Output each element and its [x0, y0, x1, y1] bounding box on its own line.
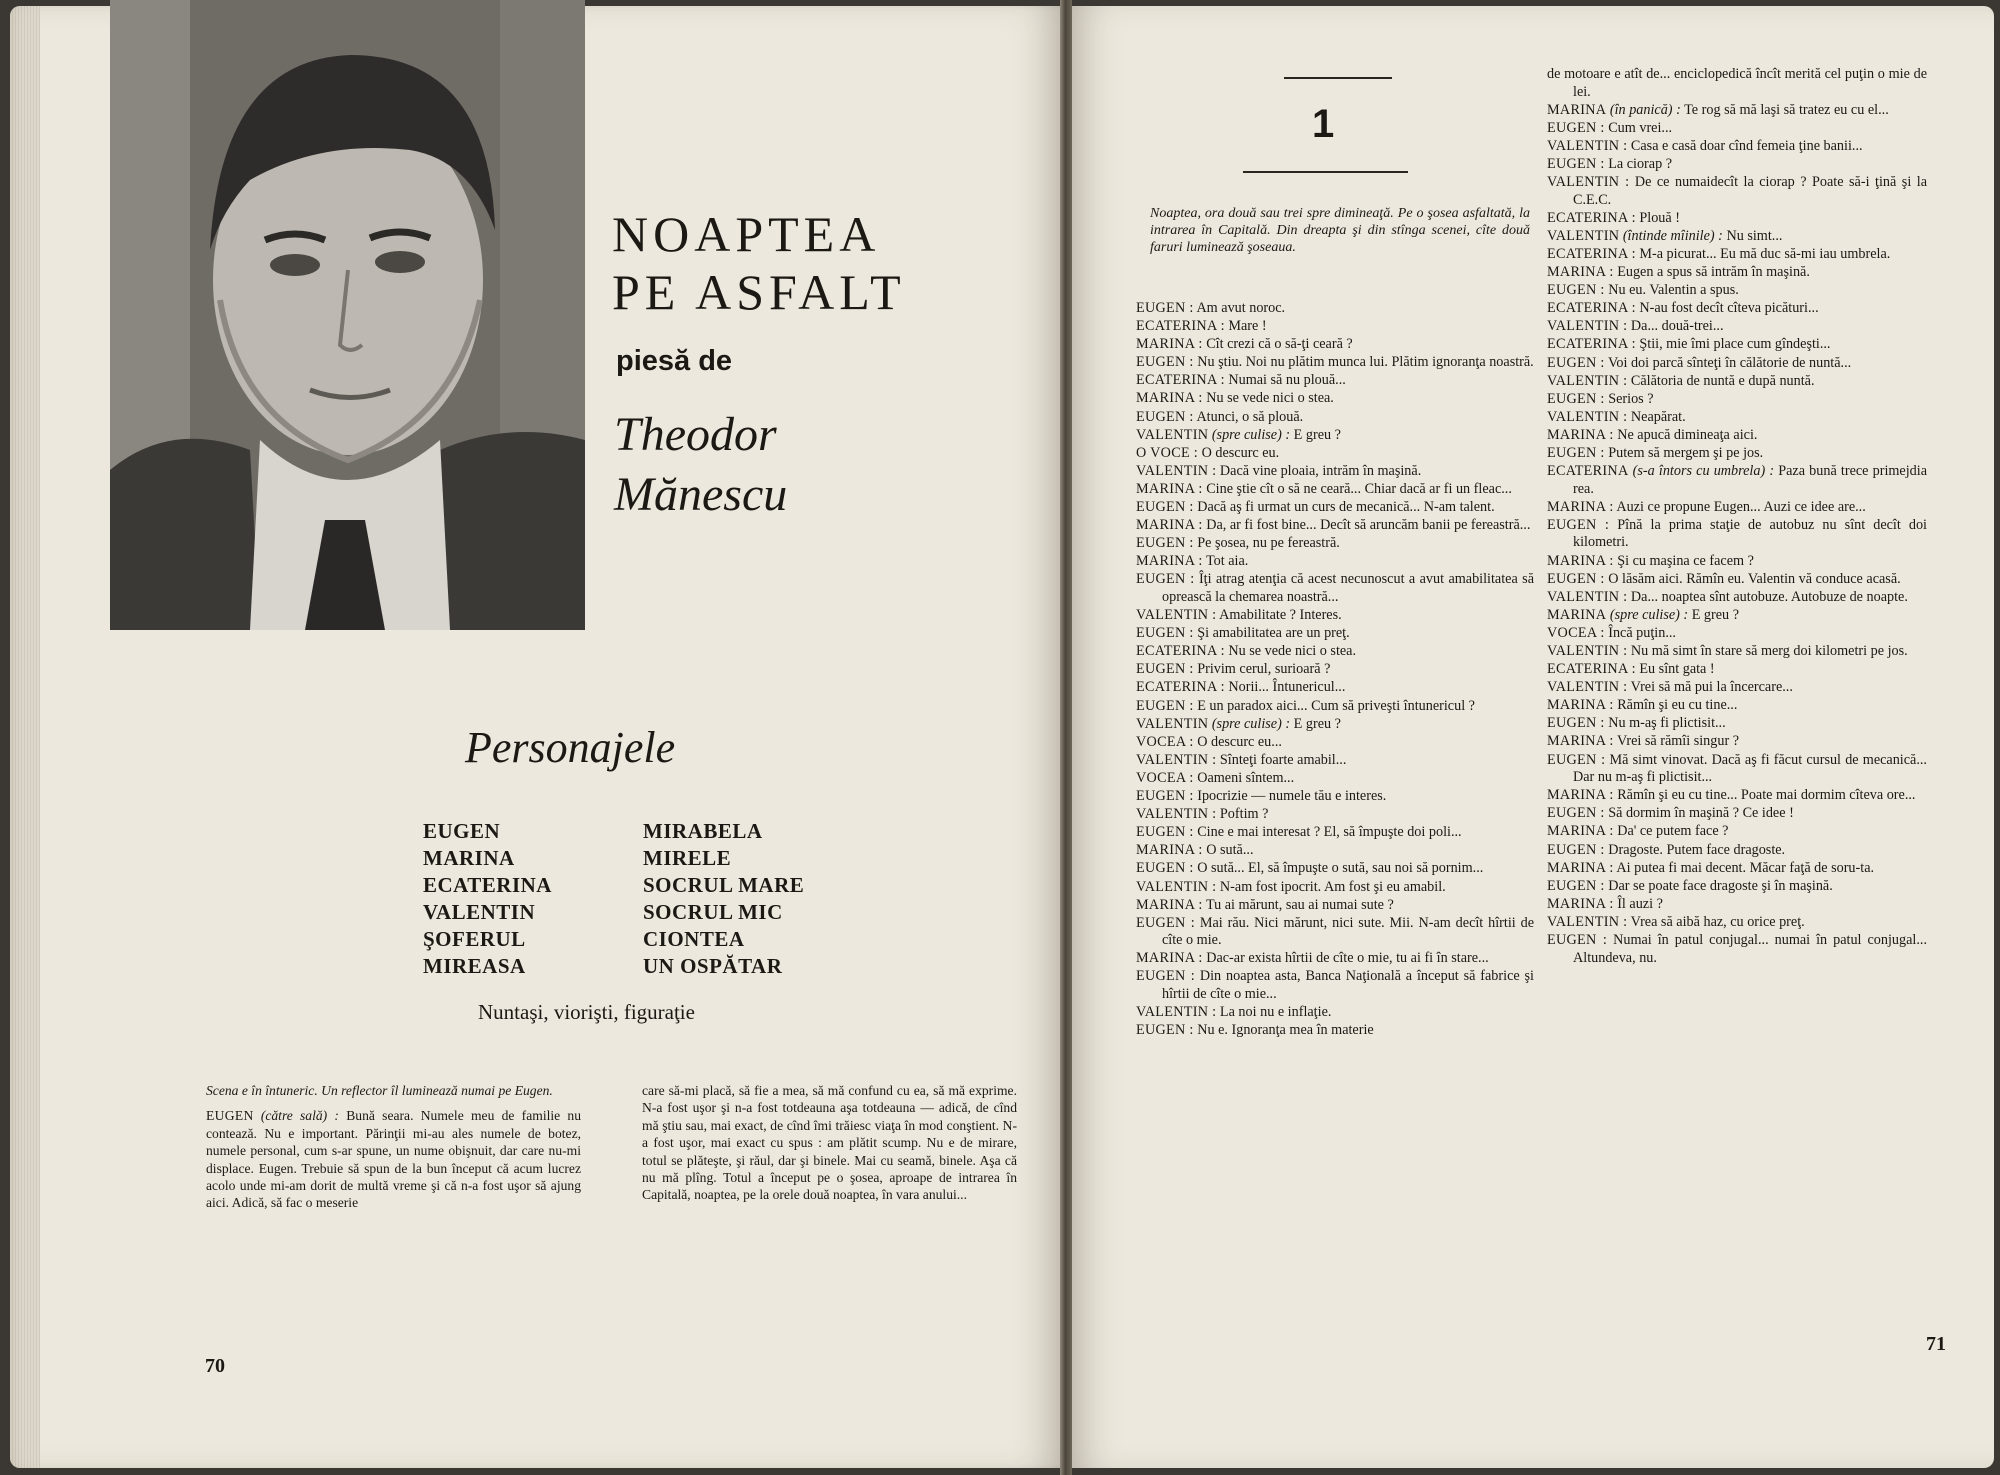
speech-text: De ce numaidecît la ciorap ? Poate să-i ţină şi la C.E.C. — [1573, 174, 1928, 208]
dialogue-line — [1547, 733, 1927, 751]
speaker-name: VALENTIN — [1136, 426, 1209, 443]
dialogue-line — [1547, 228, 1927, 246]
speaker-name: EUGEN : — [1136, 1022, 1194, 1039]
dialogue-line — [1136, 517, 1534, 535]
speech-text: Da, ar fi fost bine... Decît să aruncăm banii pe fereastră... — [1206, 517, 1531, 534]
dialogue-line — [1547, 300, 1927, 318]
speaker-name: EUGEN : — [1547, 354, 1605, 371]
dialogue-line — [1136, 770, 1534, 788]
dialogue-line — [1136, 535, 1534, 553]
dialogue-line — [1136, 806, 1534, 824]
speech-text: Nu e. Ignoranţa mea în materie — [1197, 1022, 1374, 1039]
scene-column-right — [642, 1082, 1017, 1212]
stage-direction: (spre culise) : — [1609, 606, 1689, 623]
dialogue-line — [1136, 372, 1534, 390]
speaker-name: VALENTIN : — [1547, 643, 1628, 659]
dialogue-line — [1547, 697, 1927, 715]
speaker-name: EUGEN : — [1547, 444, 1605, 461]
act-stage-intro: Noaptea, ora două sau trei spre dimineaţă. Pe o şosea asfaltată, la intrarea în Capitală. Din dreapta şi din stînga scenei, cîte două faruri luminează şoseaua. — [1150, 206, 1530, 255]
speaker-name: ECATERINA : — [1136, 372, 1225, 389]
speech-text: Cine e mai interesat ? El, să împuşte doi poli... — [1197, 824, 1462, 841]
monologue-continuation: care să-mi placă, să fie a mea, să mă confund cu ea, să mă exprime. N-a fost uşor şi n-a fost totdeauna aşa totdeauna — adică, de cînd mă ştiu sau, mai exact, de cînd îmi trăiesc viaţa în mod conştient. N-a fost uşor, mai exact cu spus : am plătit scump. Nu e de mirare, totul se plăteşte, şi răul, dar şi binele. Mai cu seamă, binele. Aşa că nu mă plîng. Totul a început pe o şosea, aproape de intrarea în Capitală, noaptea, pe la orele două noaptea, în vara anului... — [642, 1083, 1017, 1203]
speech-text: Neapărat. — [1630, 408, 1686, 425]
speaker-name: EUGEN : — [1547, 155, 1605, 172]
speaker-name: VALENTIN : — [1136, 1004, 1217, 1021]
book-gutter — [1060, 0, 1072, 1475]
dialogue-line — [1136, 300, 1534, 318]
dialogue-line — [1136, 318, 1534, 336]
speaker-name: MARINA : — [1547, 552, 1614, 569]
dialogue-line — [1547, 553, 1927, 571]
speech-text: Dragoste. Putem face dragoste. — [1608, 841, 1786, 858]
dialogue-line — [1547, 571, 1927, 589]
speaker-name: ECATERINA : — [1547, 661, 1636, 678]
speaker-name: VALENTIN — [1136, 715, 1209, 732]
speech-text: de motoare e atît de... enciclopedică încît merită cel puţin o mie de lei. — [1547, 66, 1927, 100]
speech-text: Numai în patul conjugal... numai în patul conjugal... Altundeva, nu. — [1573, 932, 1927, 966]
speaker-name: EUGEN : — [1547, 119, 1605, 136]
cast-item: MARINA — [423, 846, 515, 870]
dialogue-line — [1136, 1004, 1534, 1022]
speech-text: Nu m-aş fi plictisit... — [1608, 715, 1726, 732]
speech-text: Vrei să mă pui la încercare... — [1630, 679, 1793, 696]
speech-text: Poftim ? — [1219, 806, 1269, 823]
speech-text: N-au fost decît cîteva picături... — [1639, 300, 1819, 317]
dialogue-line — [1547, 607, 1927, 625]
speaker-name: VOCEA : — [1136, 733, 1194, 750]
page-number-right: 71 — [1926, 1333, 1946, 1355]
dialogue-line — [1136, 427, 1534, 445]
speaker-name: EUGEN : — [1136, 408, 1194, 425]
cast-item: ECATERINA — [423, 873, 552, 897]
speech-text: Pînă la prima staţie de autobuz nu sînt decît doi kilometri. — [1573, 516, 1927, 551]
speech-text: Şi cu maşina ce facem ? — [1617, 552, 1754, 569]
stage-direction: (către sală) : — [260, 1108, 339, 1124]
dialogue-line — [1547, 246, 1927, 264]
play-title — [612, 205, 906, 321]
dialogue-line — [1136, 625, 1534, 643]
speaker-name: VALENTIN : — [1136, 462, 1217, 479]
cast-list-left — [423, 818, 552, 980]
dialogue-line — [1136, 716, 1534, 734]
speaker-name: MARINA : — [1547, 264, 1614, 281]
cast-item: VALENTIN — [423, 900, 536, 924]
speech-text: Tu ai mărunt, sau ai numai sute ? — [1205, 896, 1394, 913]
speaker-name: MARINA : — [1136, 390, 1203, 407]
speaker-name: MARINA : — [1547, 895, 1614, 912]
speech-text: La ciorap ? — [1608, 155, 1673, 172]
speech-text: E greu ? — [1691, 606, 1739, 623]
dialogue-line — [1136, 499, 1534, 517]
cast-item: EUGEN — [423, 819, 501, 843]
dialogue-line — [1547, 823, 1927, 841]
speaker-name: MARINA : — [1547, 498, 1614, 515]
speech-text: O descurc eu... — [1197, 733, 1282, 750]
dialogue-line — [1547, 463, 1927, 498]
stage-direction: (spre culise) : — [1211, 715, 1291, 732]
author-portrait-photo — [110, 0, 585, 630]
dialogue-line — [1547, 679, 1927, 697]
dialogue-line — [1547, 156, 1927, 174]
speaker-name: EUGEN : — [1136, 300, 1194, 316]
dialogue-line — [1547, 427, 1927, 445]
speech-text: Nu se vede nici o stea. — [1206, 390, 1334, 407]
speech-text: Plouă ! — [1639, 209, 1680, 226]
speech-text: Serios ? — [1608, 390, 1654, 407]
speaker-name: MARINA : — [1547, 733, 1614, 750]
speech-text: Să dormim în maşină ? Ce idee ! — [1608, 805, 1794, 822]
act-rule-bottom — [1243, 171, 1408, 173]
dialogue-line — [1547, 625, 1927, 643]
speaker-name: ECATERINA : — [1547, 209, 1636, 226]
stage-direction: (spre culise) : — [1211, 426, 1291, 443]
speech-text: Da' ce putem face ? — [1617, 823, 1729, 840]
dialogue-line — [1136, 698, 1534, 716]
cast-item: MIRABELA — [643, 819, 763, 843]
dialogue-line — [1547, 914, 1927, 932]
speaker-name: VALENTIN : — [1547, 679, 1628, 696]
dialogue-column-1 — [1136, 300, 1534, 1040]
cast-item: UN OSPĂTAR — [643, 954, 783, 978]
speaker-name: MARINA : — [1136, 950, 1203, 967]
speaker-name: ECATERINA : — [1547, 245, 1636, 262]
speaker-name: VALENTIN : — [1547, 137, 1628, 154]
speaker-name: ECATERINA — [1547, 463, 1629, 480]
dialogue-line — [1547, 860, 1927, 878]
speaker-name: VALENTIN : — [1547, 318, 1628, 335]
dialogue-line — [1547, 391, 1927, 409]
speaker-name: MARINA : — [1136, 336, 1203, 353]
scene-column-left — [206, 1082, 581, 1220]
dialogue-line — [1547, 661, 1927, 679]
speaker-name: MARINA : — [1136, 517, 1203, 534]
speaker-name: EUGEN : — [1136, 571, 1195, 588]
dialogue-line — [1136, 661, 1534, 679]
dialogue-line — [1547, 138, 1927, 156]
speech-text: O sută... El, să împuşte o sută, sau noi să pornim... — [1197, 860, 1484, 877]
dialogue-line — [1547, 282, 1927, 300]
page-edges — [10, 6, 40, 1468]
speaker-name: MARINA : — [1547, 859, 1614, 876]
dialogue-line — [1547, 842, 1927, 860]
speaker-name: O VOCE : — [1136, 444, 1199, 461]
speaker-name: EUGEN : — [1136, 824, 1194, 841]
dialogue-line — [1136, 481, 1534, 499]
cast-item: SOCRUL MIC — [643, 900, 783, 924]
speech-text: O lăsăm aici. Rămîn eu. Valentin vă conduce acasă. — [1608, 570, 1901, 587]
speech-text: Încă puţin... — [1608, 624, 1676, 641]
dialogue-line — [1136, 643, 1534, 661]
speaker-name: VALENTIN : — [1547, 913, 1628, 930]
speaker-name: ECATERINA : — [1136, 318, 1225, 335]
speech-text: O descurc eu. — [1201, 444, 1280, 461]
speech-text: Casa e casă doar cînd femeia ţine banii... — [1630, 137, 1863, 154]
speaker-name: EUGEN : — [1547, 841, 1605, 858]
dialogue-column-2 — [1547, 66, 1927, 968]
dialogue-line — [1136, 734, 1534, 752]
speech-text: Atunci, o să plouă. — [1196, 408, 1304, 425]
speaker-name: EUGEN : — [1136, 354, 1194, 371]
speech-text: Te rog să mă laşi să tratez eu cu el... — [1684, 101, 1889, 118]
speech-text: Călătoria de nuntă e după nuntă. — [1630, 372, 1815, 389]
speaker-name: EUGEN : — [1136, 788, 1194, 805]
speaker-name: EUGEN : — [1547, 805, 1605, 822]
speaker-name: VALENTIN : — [1136, 607, 1217, 624]
speech-text: Cum vrei... — [1608, 119, 1673, 136]
speech-text: Nu eu. Valentin a spus. — [1608, 282, 1739, 299]
dialogue-line — [1547, 102, 1927, 120]
speaker-name: EUGEN : — [1547, 390, 1605, 407]
speaker-name: VOCEA : — [1547, 624, 1605, 641]
stage-direction: (s-a întors cu umbrela) : — [1632, 463, 1775, 480]
speaker-name: VALENTIN : — [1547, 372, 1628, 389]
speech-text: Privim cerul, surioară ? — [1197, 661, 1331, 678]
speech-text: La noi nu e inflaţie. — [1219, 1004, 1332, 1021]
dialogue-line — [1547, 805, 1927, 823]
speech-text: Am avut noroc. — [1196, 300, 1286, 316]
speech-text: Rămîn şi eu cu tine... Poate mai dormim cîteva ore... — [1617, 787, 1916, 804]
portrait-drawing — [110, 0, 585, 630]
cast-item: SOCRUL MARE — [643, 873, 805, 897]
speaker-name: EUGEN : — [1136, 697, 1194, 714]
speech-text: Oameni sîntem... — [1197, 769, 1295, 786]
speech-text: Da... două-trei... — [1630, 318, 1724, 335]
dialogue-line — [1136, 445, 1534, 463]
speaker-name: VALENTIN : — [1547, 588, 1628, 605]
cast-item: MIREASA — [423, 954, 526, 978]
dialogue-line — [1136, 879, 1534, 897]
dialogue-line — [1547, 336, 1927, 354]
dialogue-line — [1136, 607, 1534, 625]
dialogue-line — [1136, 824, 1534, 842]
speaker-name: VALENTIN : — [1547, 408, 1628, 425]
dialogue-line — [1547, 409, 1927, 427]
dialogue-line — [1136, 860, 1534, 878]
dialogue-line — [1547, 589, 1927, 607]
speech-text: Ştii, mie îmi place cum gîndeşti... — [1639, 336, 1831, 353]
act-number: 1 — [1312, 102, 1335, 146]
speech-text: Dacă vine ploaia, intrăm în maşină. — [1219, 462, 1422, 479]
cast-extras: Nuntaşi, viorişti, figuraţie — [478, 1000, 695, 1024]
dialogue-line — [1547, 787, 1927, 805]
speech-text: Voi doi parcă sînteţi în călătorie de nuntă... — [1607, 354, 1852, 371]
speech-text: Dac-ar exista hîrtii de cîte o mie, tu ai fi în stare... — [1206, 950, 1489, 967]
scene-intro: Scena e în întuneric. Un reflector îl luminează numai pe Eugen. — [206, 1083, 553, 1098]
speaker-name: EUGEN : — [1547, 932, 1608, 948]
author-first-name: Theodor — [614, 408, 777, 461]
speaker-name: VALENTIN : — [1136, 751, 1217, 768]
dialogue-line — [1547, 318, 1927, 336]
dialogue-line — [1136, 968, 1534, 1003]
dialogue-line — [1136, 752, 1534, 770]
speech-text: Din noaptea asta, Banca Naţională a început să fabrice şi hîrtii de cîte o mie... — [1162, 968, 1534, 1003]
speech-text: Amabilitate ? Interes. — [1219, 607, 1342, 624]
speech-text: Mai rău. Nici mărunt, nici sute. Mii. N-am decît hîrtii de cîte o mie. — [1162, 914, 1534, 949]
speaker-name: MARINA : — [1547, 697, 1614, 714]
dialogue-line — [1547, 355, 1927, 373]
play-subtitle: piesă de — [616, 345, 733, 377]
speaker-name: EUGEN : — [1547, 877, 1605, 894]
speaker-name: MARINA — [1547, 101, 1607, 118]
stage-direction: (în panică) : — [1609, 101, 1681, 118]
play-title-line-1: NOAPTEA — [612, 206, 881, 262]
speech-text: Nu ştiu. Noi nu plătim munca lui. Plătim ignoranţa noastră. — [1197, 354, 1534, 371]
dialogue-line — [1136, 463, 1534, 481]
eugen-monologue — [206, 1107, 581, 1211]
speaker-name: EUGEN : — [1547, 715, 1605, 732]
speech-text: Îl auzi ? — [1617, 895, 1663, 912]
speaker-name: MARINA : — [1547, 787, 1614, 804]
speaker-name: VALENTIN : — [1547, 174, 1630, 191]
speech-text: Pe şosea, nu pe fereastră. — [1197, 535, 1340, 552]
dialogue-line — [1136, 950, 1534, 968]
speaker-name: ECATERINA : — [1547, 300, 1636, 317]
speaker-name: MARINA : — [1136, 842, 1203, 859]
act-rule-top — [1284, 77, 1392, 79]
speech-text: Îţi atrag atenţia că acest necunoscut a avut amabilitatea să oprească la chemarea noastră... — [1162, 571, 1534, 605]
speech-text: Cine ştie cît o să ne ceară... Chiar dacă ar fi un fleac... — [1206, 480, 1512, 497]
speech-text: Auzi ce propune Eugen... Auzi ce idee are... — [1616, 498, 1866, 515]
speech-text: Mă simt vinovat. Dacă aş fi făcut cursul de mecanică... Dar nu m-aş fi plictisit... — [1573, 751, 1927, 786]
dialogue-line — [1136, 553, 1534, 571]
dialogue-line — [1547, 66, 1927, 101]
speaker-name: EUGEN : — [1136, 860, 1194, 877]
speaker-name: EUGEN : — [1136, 535, 1194, 552]
speaker-name: MARINA : — [1136, 896, 1203, 913]
cast-list-right — [643, 818, 804, 980]
speech-text: Ipocrizie — numele tău e interes. — [1197, 788, 1387, 805]
speech-text: Eugen a spus să intrăm în maşină. — [1617, 264, 1810, 281]
speaker-name: ECATERINA : — [1547, 336, 1636, 353]
speech-text: Eu sînt gata ! — [1639, 661, 1715, 678]
speaker-name: EUGEN — [206, 1108, 254, 1124]
speech-text: M-a picurat... Eu mă duc să-mi iau umbrela. — [1639, 245, 1891, 262]
speaker-name: EUGEN : — [1136, 914, 1195, 931]
speaker-name: EUGEN : — [1136, 968, 1195, 985]
speaker-name: EUGEN : — [1136, 625, 1194, 642]
speech-text: Şi amabilitatea are un preţ. — [1197, 625, 1350, 642]
speaker-name: MARINA : — [1547, 823, 1614, 840]
speaker-name: MARINA : — [1136, 480, 1203, 497]
speech-text: Dacă aş fi urmat un curs de mecanică... N-am talent. — [1197, 499, 1495, 516]
speaker-name: ECATERINA : — [1136, 643, 1225, 660]
page-number-left: 70 — [205, 1355, 225, 1377]
speech-text: Nu simt... — [1726, 227, 1783, 244]
speech-text: Sînteţi foarte amabil... — [1219, 751, 1347, 768]
speech-text: E greu ? — [1293, 715, 1341, 732]
dialogue-line — [1136, 409, 1534, 427]
dialogue-line — [1136, 842, 1534, 860]
speech-text: Norii... Întunericul... — [1228, 679, 1346, 696]
speaker-name: EUGEN : — [1547, 516, 1610, 533]
dialogue-line — [1136, 788, 1534, 806]
dialogue-line — [1547, 752, 1927, 787]
dialogue-line — [1136, 915, 1534, 950]
dialogue-line — [1547, 643, 1927, 661]
dialogue-line — [1136, 390, 1534, 408]
characters-heading: Personajele — [465, 723, 676, 772]
dialogue-line — [1547, 174, 1927, 209]
speaker-name: MARINA : — [1547, 426, 1614, 443]
author-last-name: Mănescu — [614, 468, 788, 521]
dialogue-line — [1136, 354, 1534, 372]
speech-text: Cît crezi că o să-ţi ceară ? — [1206, 336, 1353, 353]
speaker-name: ECATERINA : — [1136, 679, 1225, 696]
speech-text: Nu se vede nici o stea. — [1228, 643, 1357, 660]
speech-text: Rămîn şi eu cu tine... — [1617, 697, 1738, 714]
speech-text: Numai să nu plouă... — [1228, 372, 1346, 389]
dialogue-line — [1136, 1022, 1534, 1040]
speech-text: Nu mă simt în stare să merg doi kilometri pe jos. — [1630, 643, 1908, 659]
speech-text: Ai putea fi mai decent. Măcar faţă de soru-ta. — [1616, 859, 1875, 876]
dialogue-line — [1136, 897, 1534, 915]
speaker-name: VALENTIN — [1547, 227, 1620, 244]
speech-text: Tot aia. — [1205, 553, 1249, 570]
cast-item: ŞOFERUL — [423, 927, 526, 951]
speech-text: Paza bună trece primejdia rea. — [1573, 463, 1927, 497]
dialogue-line — [1547, 210, 1927, 228]
speaker-name: MARINA : — [1136, 553, 1203, 570]
speech-text: E greu ? — [1293, 426, 1341, 443]
speaker-name: EUGEN : — [1136, 661, 1194, 678]
speaker-name: VOCEA : — [1136, 769, 1194, 786]
speech-text: Mare ! — [1228, 318, 1267, 335]
cast-item: MIRELE — [643, 846, 732, 870]
speech-text: Bună seara. Numele meu de familie nu contează. Nu e important. Părinţii mi-au ales numele de botez, numele personal, cum s-ar spune, un nume obişnuit, dar care nu-mi displace. Eugen. Trebuie să spun de la bun început că acum lucrez acolo unde mi-am dorit de multă vreme şi că n-a fost uşor să ajung aici. Adică, să fac o meserie — [206, 1108, 582, 1211]
speaker-name: EUGEN : — [1547, 282, 1605, 299]
speech-text: N-am fost ipocrit. Am fost şi eu amabil. — [1219, 878, 1446, 895]
dialogue-line — [1547, 373, 1927, 391]
speech-text: O sută... — [1206, 842, 1254, 859]
speech-text: Dar se poate face dragoste şi în maşină. — [1608, 877, 1833, 894]
speaker-name: VALENTIN : — [1136, 806, 1217, 823]
speaker-name: EUGEN : — [1547, 751, 1606, 768]
stage-direction: (întinde mîinile) : — [1622, 227, 1723, 244]
dialogue-line — [1547, 264, 1927, 282]
dialogue-line — [1547, 715, 1927, 733]
speaker-name: EUGEN : — [1136, 499, 1194, 516]
speech-text: Vrei să rămîi singur ? — [1616, 733, 1740, 750]
author-name — [614, 405, 787, 525]
speech-text: E un paradox aici... Cum să priveşti întunericul ? — [1197, 697, 1475, 714]
dialogue-line — [1136, 336, 1534, 354]
dialogue-line — [1136, 571, 1534, 606]
speaker-name: EUGEN : — [1547, 570, 1605, 587]
speaker-name: MARINA — [1547, 606, 1607, 623]
dialogue-line — [1547, 517, 1927, 552]
dialogue-line — [1547, 499, 1927, 517]
speech-text: Vrea să aibă haz, cu orice preţ. — [1630, 913, 1805, 930]
dialogue-line — [1547, 445, 1927, 463]
dialogue-line — [1547, 932, 1927, 967]
speech-text: Putem să mergem şi pe jos. — [1608, 444, 1764, 461]
dialogue-line — [1136, 679, 1534, 697]
speech-text: Da... noaptea sînt autobuze. Autobuze de noapte. — [1630, 588, 1908, 605]
dialogue-line — [1547, 896, 1927, 914]
speaker-name: VALENTIN : — [1136, 878, 1217, 895]
play-title-line-2: PE ASFALT — [612, 264, 906, 320]
dialogue-line — [1547, 878, 1927, 896]
dialogue-line — [1547, 120, 1927, 138]
speech-text: Ne apucă dimineaţa aici. — [1617, 426, 1758, 443]
cast-item: CIONTEA — [643, 927, 745, 951]
